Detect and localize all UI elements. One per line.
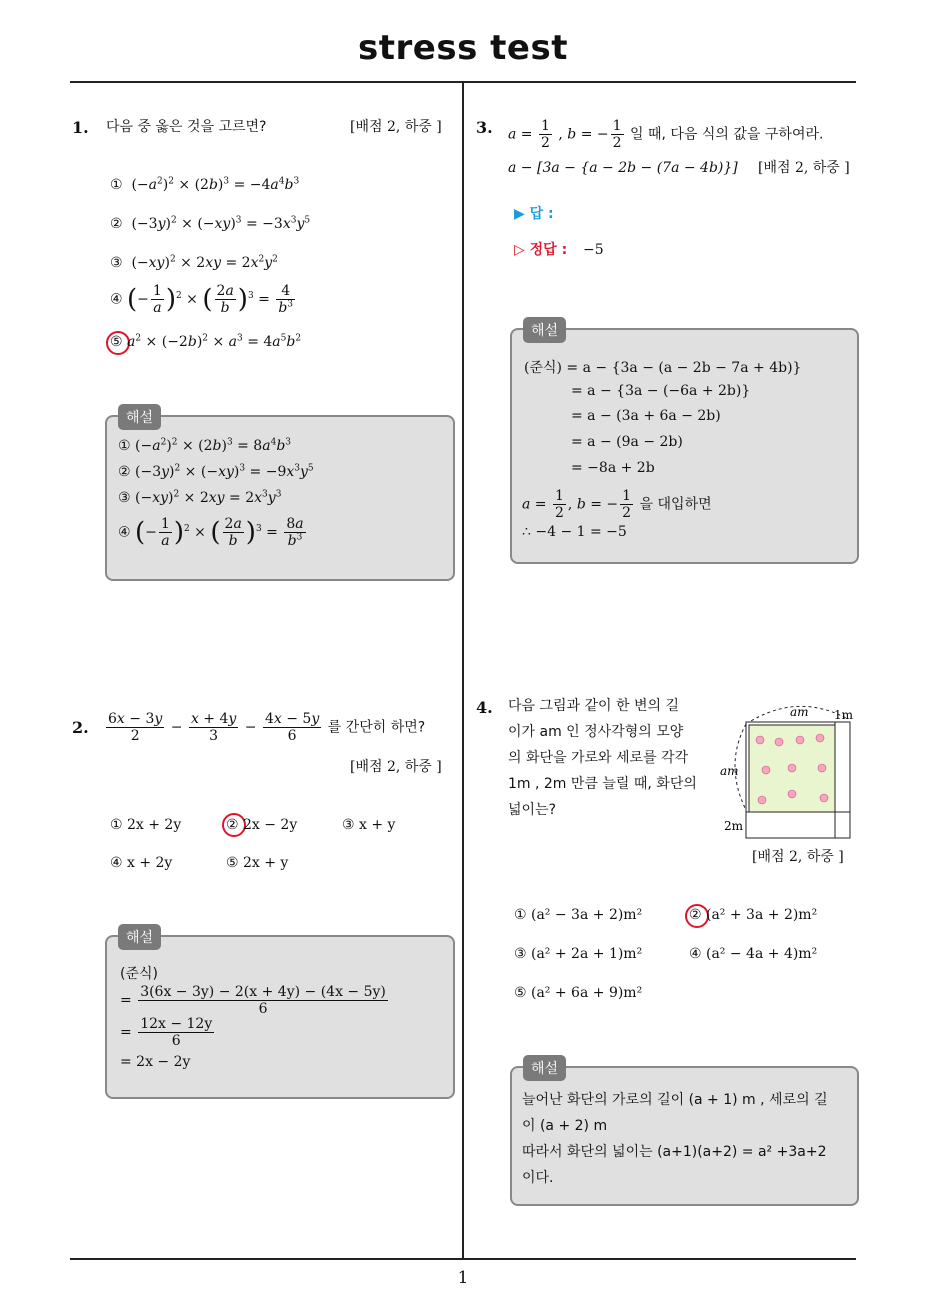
solution-box [510, 1066, 859, 1206]
question-expression: a − [3a − {a − 2b − (7a − 4b)}] [508, 160, 738, 176]
question-text: 일 때, 다음 식의 값을 구하여라. [630, 126, 824, 143]
option-1[interactable]: ① 2x + 2y [110, 817, 182, 833]
solution-line: = −8a + 2b [571, 460, 655, 476]
figure-label-left: am [720, 764, 739, 778]
option-2[interactable]: ② $(-3y)^2 \times (-xy)^3 = -3x^3y^5$ [110, 215, 311, 232]
solution-line: ∴ −4 − 1 = −5 [522, 524, 627, 540]
page-title: stress test [358, 28, 568, 68]
option-4[interactable]: ④ (− $\frac{1}{a}$ )$^2$ × ( $\frac{2a}{b}$ )$^3$ = $\frac{4}{b^3}$ [110, 283, 294, 317]
solution-line: 따라서 화단의 넓이는 (a+1)(a+2) = a² +3a+2 [522, 1144, 827, 1160]
solution-line: ③ $(-xy)^2 \times 2xy = 2x^3y^3$ [118, 489, 282, 506]
solution-label: (준식) [120, 966, 158, 982]
solution-line: ① $(-a^2)^2 \times (2b)^3 = 8a^4b^3$ [118, 437, 292, 454]
solution-substitution: a = $\frac{1}{2}$ , b = − $\frac{1}{2}$ 을 대입하면 [522, 488, 712, 522]
figure-label-right: 1m [834, 708, 854, 722]
solution-numerator: 3(6x − 3y) − 2(x + 4y) − (4x − 5y) [140, 984, 386, 1000]
solution-tag: 해설 [523, 1055, 566, 1081]
question-text-line: 이가 am 인 정사각형의 모양 [508, 724, 684, 740]
solution-line: = $\frac{12x - 12y}{6}$ [120, 1016, 213, 1050]
answer-field[interactable]: ▶ 답 : [514, 206, 554, 222]
question-expression: $\frac{6x - 3y}{2}$ − $\frac{x + 4y}{3}$ − $\frac{4x - 5y}{6}$ 를 간단히 하면? [108, 711, 426, 745]
solution-line: = a − (9a − 2b) [571, 434, 683, 450]
question-text-line: 다음 그림과 같이 한 변의 길 [508, 698, 680, 714]
question-number: 3. [476, 118, 493, 137]
solution-line: ④ (− $\frac{1}{a}$ )$^2$ × ( $\frac{2a}{b}$ )$^3$ = $\frac{8a}{b^3}$ [118, 516, 304, 550]
option-3[interactable]: ③ x + y [342, 817, 396, 833]
option-1[interactable]: ① (a² − 3a + 2)m² [514, 907, 643, 923]
footer-rule [70, 1258, 856, 1260]
page-number: 1 [457, 1268, 469, 1288]
solution-line: 이다. [522, 1170, 554, 1186]
option-5[interactable]: ⑤ (a² + 6a + 9)m² [514, 985, 643, 1001]
correct-answer-value: −5 [583, 242, 604, 258]
question-number: 4. [476, 698, 493, 717]
solution-line: = a − {3a − (−6a + 2b)} [571, 383, 751, 399]
option-2[interactable]: ② (a² + 3a + 2)m² [689, 907, 818, 923]
solution-tag: 해설 [523, 317, 566, 343]
option-3[interactable]: ③ (a² + 2a + 1)m² [514, 946, 643, 962]
question-meta: [배점 2, 하중 ] [758, 160, 850, 176]
solution-line: = 2x − 2y [120, 1054, 191, 1070]
option-4[interactable]: ④ x + 2y [110, 855, 173, 871]
solution-line: (준식) = a − {3a − (a − 2b − 7a + 4b)} [524, 360, 802, 376]
question-text-line: 넓이는? [508, 802, 557, 818]
question-text-line: 의 화단을 가로와 세로를 각각 [508, 750, 689, 766]
question-text: 를 간단히 하면? [327, 719, 426, 736]
question-number: 1. [72, 118, 89, 137]
figure-label-bottom: 2m [724, 819, 744, 833]
solution-line: ② $(-3y)^2 \times (-xy)^3 = -9x^3y^5$ [118, 463, 314, 480]
question-number: 2. [72, 718, 89, 737]
solution-tag: 해설 [118, 924, 161, 950]
solution-line: 늘어난 화단의 가로의 길이 (a + 1) m , 세로의 길 [522, 1092, 828, 1108]
question-text: 다음 중 옳은 것을 고르면? [106, 119, 267, 135]
option-2[interactable]: ② 2x − 2y [226, 817, 298, 833]
option-1[interactable]: ① $(-a^2)^2 \times (2b)^3 = -4a^4b^3$ [110, 176, 300, 193]
solution-line: = $\frac{3(6x - 3y) - 2(x + 4y) - (4x - 5y)}{6}$ [120, 984, 386, 1018]
question-intro: a = $\frac{1}{2}$ , b = − $\frac{1}{2}$ 일 때, 다음 식의 값을 구하여라. [508, 118, 824, 152]
solution-denominator: 6 [258, 1001, 268, 1018]
column-divider [462, 82, 464, 1260]
question-meta: [배점 2, 하중 ] [752, 849, 844, 865]
question-meta: [배점 2, 하중 ] [350, 119, 442, 135]
solution-numerator: 12x − 12y [140, 1016, 213, 1032]
solution-text: 을 대입하면 [639, 496, 712, 513]
option-3[interactable]: ③ $(-xy)^2 \times 2xy = 2x^2y^2$ [110, 254, 278, 271]
question-meta: [배점 2, 하중 ] [350, 759, 442, 775]
solution-denominator: 6 [171, 1033, 181, 1050]
solution-line: = a − (3a + 6a − 2b) [571, 408, 721, 424]
option-5[interactable]: ⑤ 2x + y [226, 855, 289, 871]
correct-answer-label: ▷ 정답 : [514, 242, 568, 258]
question-text-line: 1m , 2m 만큼 늘릴 때, 화단의 [508, 776, 697, 792]
option-5[interactable]: ⑤ $a^2 \times (-2b)^2 \times a^3 = 4a^5b^2$ [110, 333, 302, 350]
figure-label-top: am [790, 705, 809, 719]
option-4[interactable]: ④ (a² − 4a + 4)m² [689, 946, 818, 962]
solution-tag: 해설 [118, 404, 161, 430]
solution-line: 이 (a + 2) m [522, 1118, 608, 1134]
garden-figure [716, 700, 862, 842]
